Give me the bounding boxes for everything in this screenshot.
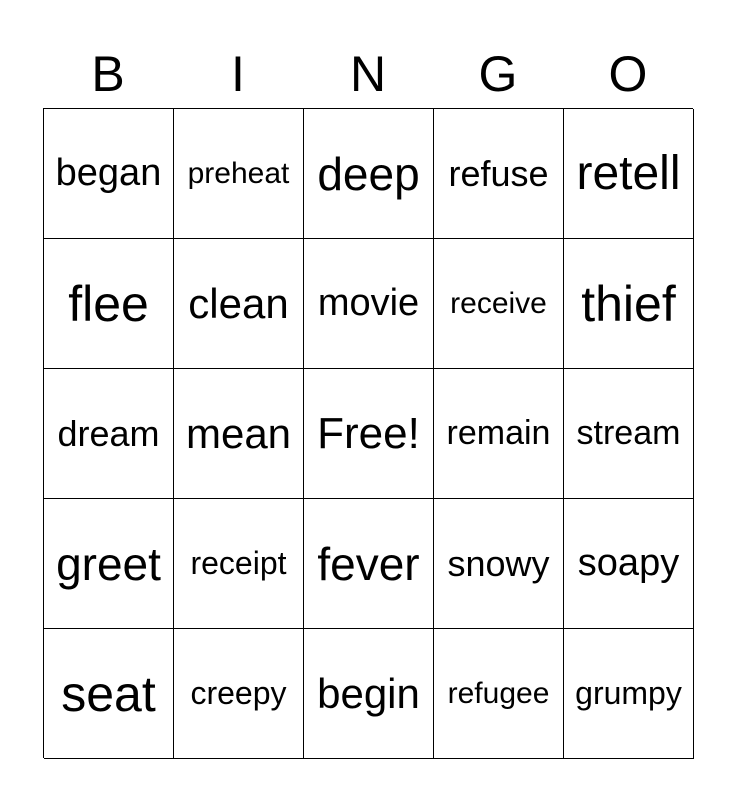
bingo-cell[interactable]: refuse xyxy=(434,109,564,239)
header-letter-o: O xyxy=(608,46,648,102)
bingo-cell[interactable]: mean xyxy=(174,369,304,499)
bingo-cell[interactable]: remain xyxy=(434,369,564,499)
free-space-cell[interactable]: Free! xyxy=(304,369,434,499)
header-letter-n: N xyxy=(349,46,387,102)
bingo-cell[interactable]: receive xyxy=(434,239,564,369)
bingo-cell[interactable]: retell xyxy=(564,109,694,239)
header-letter-g: G xyxy=(478,46,518,102)
bingo-cell[interactable]: seat xyxy=(44,629,174,759)
header-letter-b: B xyxy=(91,46,125,102)
bingo-cell[interactable]: dream xyxy=(44,369,174,499)
bingo-cell[interactable]: stream xyxy=(564,369,694,499)
bingo-grid xyxy=(43,108,693,758)
bingo-cell[interactable]: receipt xyxy=(174,499,304,629)
bingo-cell[interactable]: creepy xyxy=(174,629,304,759)
bingo-cell[interactable]: clean xyxy=(174,239,304,369)
bingo-cell[interactable]: refugee xyxy=(434,629,564,759)
bingo-cell[interactable]: deep xyxy=(304,109,434,239)
bingo-cell[interactable]: fever xyxy=(304,499,434,629)
bingo-cell[interactable]: flee xyxy=(44,239,174,369)
bingo-cell[interactable]: preheat xyxy=(174,109,304,239)
bingo-cell[interactable]: greet xyxy=(44,499,174,629)
bingo-cell[interactable]: snowy xyxy=(434,499,564,629)
header-letter-i: I xyxy=(231,46,245,102)
bingo-cell[interactable]: soapy xyxy=(564,499,694,629)
bingo-cell[interactable]: begin xyxy=(304,629,434,759)
bingo-cell[interactable]: movie xyxy=(304,239,434,369)
bingo-cell[interactable]: thief xyxy=(564,239,694,369)
bingo-cell[interactable]: grumpy xyxy=(564,629,694,759)
bingo-cell[interactable]: began xyxy=(44,109,174,239)
bingo-header xyxy=(43,44,693,104)
